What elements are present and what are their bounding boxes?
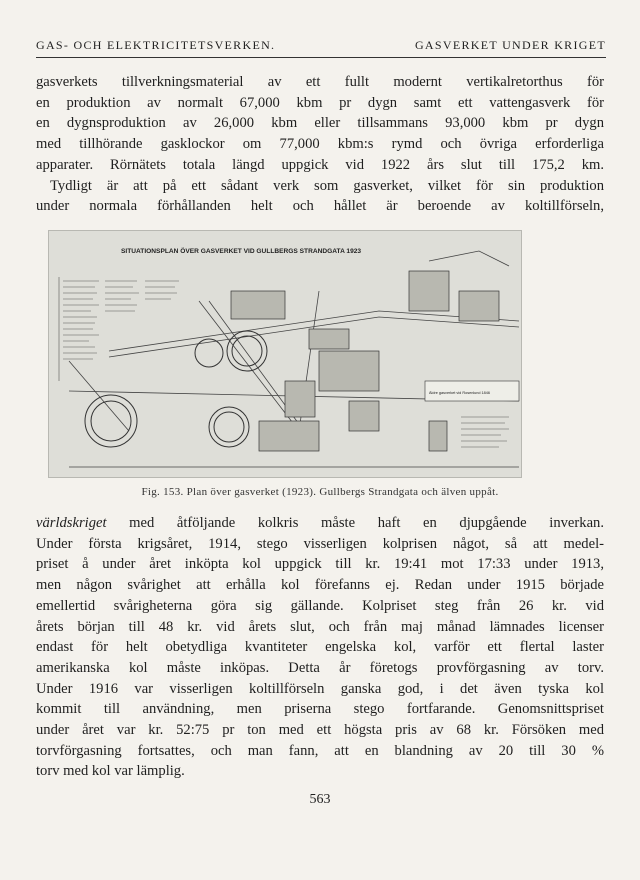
text-line: under året var kr. 52:75 pr ton med ett högsta pris av 68 kr. Försöken med xyxy=(36,722,604,739)
text-line: gasverkets tillverkningsmaterial av ett fullt modernt vertikalretorthus för xyxy=(36,74,604,90)
text-line xyxy=(36,513,604,534)
text-line: med tillhörande gasklockor om 77,000 kbm:s rymd och övriga erforderliga xyxy=(36,136,604,153)
running-head-left: GAS- OCH ELEKTRICITETSVERKEN. xyxy=(36,38,276,52)
text-line: Under första krigsåret, 1914, stego visserligen kolprisen något, så att medel- xyxy=(36,535,604,552)
text-line: Under 1916 var visserligen koltillförseln ganska god, i det även tyska kol xyxy=(36,680,604,697)
text-line: priset å under året inköpta kol uppgick till kr. 19:41 mot 17:33 under 1913, xyxy=(36,556,604,573)
text-line: emellertid svårigheterna göra sig gällande. Kolpriset steg från 26 kr. vid xyxy=(36,597,604,614)
text-line: men någon svårighet att erhålla kol förefanns ej. Redan under 1915 började xyxy=(36,577,604,594)
paragraph-1 xyxy=(36,72,604,217)
older-works-label: Äldre gasverket vid Rosenlund 1846 xyxy=(429,391,490,395)
text-line: torv med kol var lämplig. xyxy=(36,763,185,780)
figure-caption: Fig. 153. Plan över gasverket (1923). Gullbergs Strandgata och älven uppåt. xyxy=(141,486,499,498)
text-line: endast för helt obetydliga kvantiteter engelska kol, varför ett flertal laster xyxy=(36,639,604,656)
running-head-right: GASVERKET UNDER KRIGET xyxy=(414,38,606,52)
text-line: amerikanska kol måste inköpas. Detta år företogs provförgasning av torv. xyxy=(36,659,604,676)
text-line: torvförgasning fortsattes, och man fann, att en blandning av 20 till 30 % xyxy=(36,742,604,759)
site-plan-drawing xyxy=(49,231,521,477)
page-number: 563 xyxy=(309,792,331,807)
text-line: kommit till användning, men priserna stego fortfarande. Genomsnittspriset xyxy=(36,701,604,718)
site-plan-figure xyxy=(48,230,522,478)
text-run: med åtföljande kolkris måste haft en djupgående inverkan. xyxy=(106,515,604,531)
running-head xyxy=(36,38,606,58)
italic-word: världskriget xyxy=(36,515,107,531)
text-line: en produktion av normalt 67,000 kbm pr dygn samt ett vattengasverk för xyxy=(36,94,604,111)
text-line: en dygnsproduktion av 26,000 kbm eller tillsammans 93,000 kbm pr dygn xyxy=(36,115,604,132)
text-line: under normala förhållanden helt och hållet är beroende av koltillförseln, xyxy=(36,198,604,215)
text-line: apparater. Rörnätets totala längd uppgick vid 1922 års slut till 175,2 km. xyxy=(36,156,604,173)
text-line: årets början till 48 kr. vid årets slut, och från maj månad lämnades licenser xyxy=(36,618,604,635)
plan-title: SITUATIONSPLAN ÖVER GASVERKET VID GULLBERGS STRANDGATA 1923 xyxy=(121,248,362,255)
paragraph-3 xyxy=(36,513,604,782)
text-line: Tydligt är att på ett sådant verk som gasverket, vilket för sin produktion xyxy=(50,177,604,194)
